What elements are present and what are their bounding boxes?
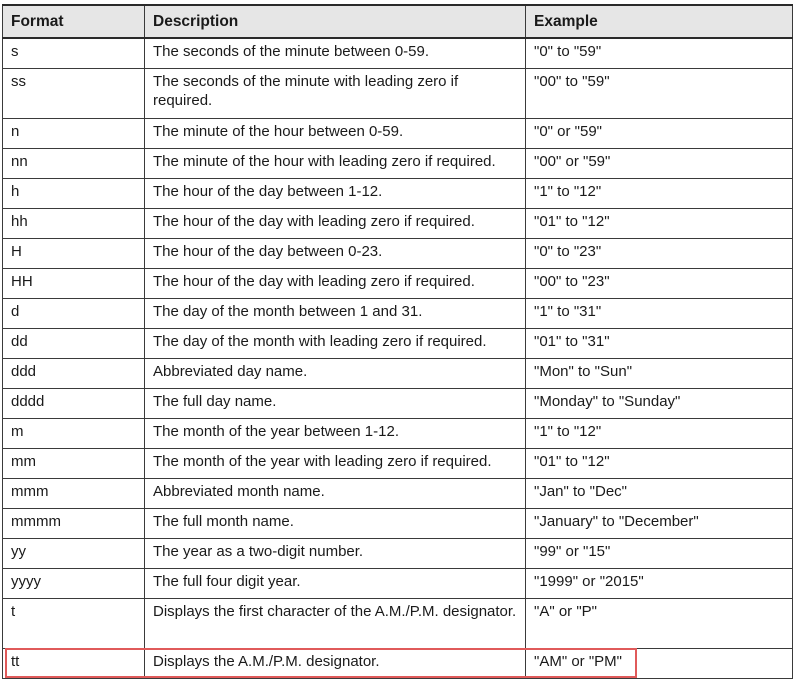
example-cell: "Mon" to "Sun" bbox=[526, 359, 793, 389]
description-cell: The full four digit year. bbox=[145, 569, 526, 599]
header-description: Description bbox=[145, 5, 526, 38]
description-cell: The full month name. bbox=[145, 509, 526, 539]
example-cell: "0" to "23" bbox=[526, 239, 793, 269]
format-cell: d bbox=[3, 299, 145, 329]
format-cell: t bbox=[3, 599, 145, 649]
format-cell: HH bbox=[3, 269, 145, 299]
example-cell: "0" to "59" bbox=[526, 38, 793, 69]
format-cell: tt bbox=[3, 649, 145, 679]
table-row bbox=[3, 539, 793, 569]
description-cell: The seconds of the minute with leading zero if required. bbox=[145, 69, 526, 119]
example-cell: "00" or "59" bbox=[526, 149, 793, 179]
example-cell: "00" to "59" bbox=[526, 69, 793, 119]
example-cell: "AM" or "PM" bbox=[526, 649, 793, 679]
description-cell: The minute of the hour with leading zero if required. bbox=[145, 149, 526, 179]
example-cell: "1" to "31" bbox=[526, 299, 793, 329]
description-cell: The month of the year between 1-12. bbox=[145, 419, 526, 449]
description-cell: The day of the month between 1 and 31. bbox=[145, 299, 526, 329]
format-cell: ddd bbox=[3, 359, 145, 389]
example-cell: "99" or "15" bbox=[526, 539, 793, 569]
table-row bbox=[3, 179, 793, 209]
table-row bbox=[3, 299, 793, 329]
format-cell: h bbox=[3, 179, 145, 209]
table-row bbox=[3, 359, 793, 389]
description-cell: The day of the month with leading zero if required. bbox=[145, 329, 526, 359]
description-cell: The year as a two-digit number. bbox=[145, 539, 526, 569]
example-cell: "01" to "12" bbox=[526, 209, 793, 239]
description-cell: The hour of the day between 0-23. bbox=[145, 239, 526, 269]
description-cell: The minute of the hour between 0-59. bbox=[145, 119, 526, 149]
table-row bbox=[3, 209, 793, 239]
description-cell: The full day name. bbox=[145, 389, 526, 419]
table-row bbox=[3, 269, 793, 299]
format-cell: nn bbox=[3, 149, 145, 179]
format-cell: H bbox=[3, 239, 145, 269]
table-row bbox=[3, 449, 793, 479]
format-cell: yyyy bbox=[3, 569, 145, 599]
description-cell: Abbreviated day name. bbox=[145, 359, 526, 389]
example-cell: "0" or "59" bbox=[526, 119, 793, 149]
example-cell: "A" or "P" bbox=[526, 599, 793, 649]
description-cell: The hour of the day between 1-12. bbox=[145, 179, 526, 209]
example-cell: "1" to "12" bbox=[526, 179, 793, 209]
example-cell: "1" to "12" bbox=[526, 419, 793, 449]
description-cell: The seconds of the minute between 0-59. bbox=[145, 38, 526, 69]
description-cell: The hour of the day with leading zero if required. bbox=[145, 269, 526, 299]
format-cell: mmmm bbox=[3, 509, 145, 539]
header-row bbox=[3, 5, 793, 38]
example-cell: "1999" or "2015" bbox=[526, 569, 793, 599]
table-row bbox=[3, 509, 793, 539]
example-cell: "January" to "December" bbox=[526, 509, 793, 539]
description-cell: Displays the A.M./P.M. designator. bbox=[145, 649, 526, 679]
description-cell: The hour of the day with leading zero if required. bbox=[145, 209, 526, 239]
table-row bbox=[3, 479, 793, 509]
format-cell: yy bbox=[3, 539, 145, 569]
format-cell: mm bbox=[3, 449, 145, 479]
format-cell: n bbox=[3, 119, 145, 149]
example-cell: "Jan" to "Dec" bbox=[526, 479, 793, 509]
date-format-table bbox=[2, 4, 793, 679]
example-cell: "01" to "31" bbox=[526, 329, 793, 359]
table-row bbox=[3, 329, 793, 359]
table-row bbox=[3, 569, 793, 599]
example-cell: "01" to "12" bbox=[526, 449, 793, 479]
table-row bbox=[3, 389, 793, 419]
format-cell: hh bbox=[3, 209, 145, 239]
format-cell: dd bbox=[3, 329, 145, 359]
format-cell: ss bbox=[3, 69, 145, 119]
table-row bbox=[3, 119, 793, 149]
format-cell: m bbox=[3, 419, 145, 449]
description-cell: Abbreviated month name. bbox=[145, 479, 526, 509]
table-row bbox=[3, 149, 793, 179]
table-row bbox=[3, 69, 793, 119]
example-cell: "00" to "23" bbox=[526, 269, 793, 299]
table-row-highlighted bbox=[3, 649, 793, 679]
table-row bbox=[3, 599, 793, 649]
table-row bbox=[3, 38, 793, 69]
description-cell: The month of the year with leading zero if required. bbox=[145, 449, 526, 479]
format-cell: dddd bbox=[3, 389, 145, 419]
format-table-container bbox=[2, 4, 793, 679]
format-cell: mmm bbox=[3, 479, 145, 509]
table-row bbox=[3, 419, 793, 449]
table-row bbox=[3, 239, 793, 269]
header-format: Format bbox=[3, 5, 145, 38]
header-example: Example bbox=[526, 5, 793, 38]
example-cell: "Monday" to "Sunday" bbox=[526, 389, 793, 419]
description-cell: Displays the first character of the A.M./P.M. designator. bbox=[145, 599, 526, 649]
format-cell: s bbox=[3, 38, 145, 69]
